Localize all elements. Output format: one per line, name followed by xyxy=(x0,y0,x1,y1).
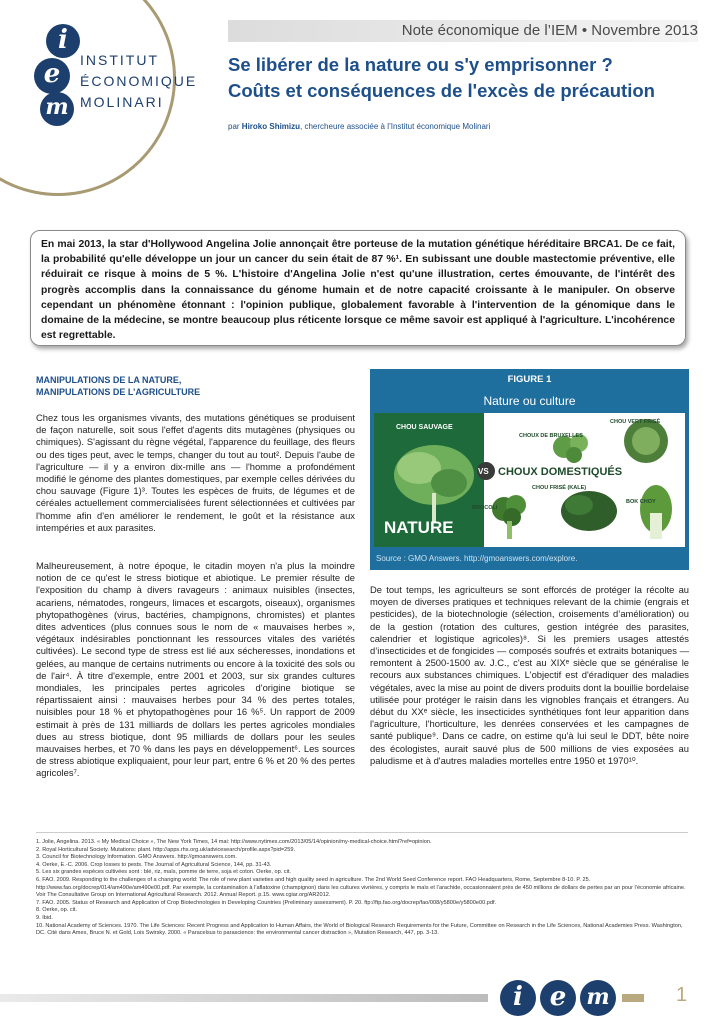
left-col-p2: Malheureusement, à notre époque, le citadin moyen n'a plus la moindre notion de ce qu'est le stress biotique et abiotique. Le premier résulte de l'exposition du champ à divers ravageurs : animaux nuisibles (insectes, acariens, nématodes, rongeurs, limaces et escargots, oiseaux), organismes phytopathogènes (virus, bactéries, champignons, chromistes) et plantes dites adventices (plus connues sous le nom de « mauvaises herbes », végétaux indésirables ponctionnant les ressources vitales des variétés cultivées). Le second type de stress est lié aux sécheresses, inondations et gelées, au manque de certains nutriments ou encore à la toxicité des sols ou de l'air⁴. À titre d'exemple, entre 2001 et 2003, sur six grandes cultures mondiales, les principales pertes agricoles d'origine biotique se répartissaient ainsi : mauvaises herbes pour 34 % des pertes totales, nuisibles pour 18 % et phytopathogènes pour 16 %⁵. Un rapport de 2009 estimait à près de 131 milliards de dollars les pertes agricoles mondiales dues au stress biotique, dont 95 milliards de dollars pour les seules mauvaises herbes, et 70 % dans les pays en développement⁶. Les sources de stress abiotique expliquaient, pour leur part, entre 6 % et 20 % des pertes agricoles⁷. xyxy=(36,560,355,779)
byline xyxy=(228,122,490,131)
title-line: Se libérer de la nature ou s'y emprisonner ? xyxy=(228,54,613,75)
footnote: 7. FAO. 2005. Status of Research and Application of Crop Biotechnologies in Developing Countries (Preliminary assessment). P. 20. ftp://ftp.fao.org/docrep/fao/008/y5800e/y5800e00.pdf. xyxy=(36,899,497,906)
page-number: 1 xyxy=(676,984,688,1006)
figure-1 xyxy=(370,369,689,570)
footer-logo-i: i xyxy=(500,980,536,1016)
footer-logo-e: e xyxy=(540,980,576,1016)
brocoli-label: BROCOLI xyxy=(472,505,498,511)
kale-icon xyxy=(561,491,617,531)
logo-line: MOLINARI xyxy=(80,94,164,110)
footnote: 4. Oerke, E.-C. 2006. Crop losses to pests. The Journal of Agricultural Science, 144, pp. 31-43. xyxy=(36,861,272,868)
bruxelles-label: CHOUX DE BRUXELLES xyxy=(519,433,583,439)
page-title xyxy=(228,52,698,104)
byline-suffix: , chercheure associée à l’Institut économique Molinari xyxy=(300,122,491,131)
footnote-divider xyxy=(36,832,688,833)
figure-image xyxy=(374,413,685,547)
figure-source: Source : GMO Answers. http://gmoanswers.com/explore. xyxy=(376,554,578,563)
cabbage-illustration xyxy=(374,413,685,547)
title-line: Coûts et conséquences de l'excès de précaution xyxy=(228,80,655,101)
footnote: 8. Oerke, op. cit. xyxy=(36,907,78,914)
section-title xyxy=(36,374,336,398)
logo-letter-m: m xyxy=(40,92,74,126)
footnote: 3. Council for Biotechnology Information. GMO Answers. http://gmoanswers.com. xyxy=(36,854,237,861)
kale-label: CHOU FRISÉ (KALE) xyxy=(532,485,587,491)
footnote: 10. National Academy of Sciences. 1970. The Life Sciences: Recent Progress and Application to Human Affairs, the World of Biological Research Requirements for the Future, Committee on Research in the Life Sciences, National Academies Press. Washington, DC. Cité dans Ames, Bruce N. et Gold, Lois Swirsky. 2000. « Paracelsus to parascience: the environmental cancer distraction », Mutation Research, 447, pp. 3-13. xyxy=(36,922,683,937)
footer-accent-bar xyxy=(622,994,644,1002)
logo-letter-i: i xyxy=(46,24,80,58)
abstract-box: En mai 2013, la star d'Hollywood Angelina Jolie annonçait être porteuse de la mutation génétique héréditaire BRCA1. De ce fait, la probabilité qu'elle développe un jour un cancer du sein était de 87 %¹. En subissant une double mastectomie préventive, elle réduirait ce risque à moins de 5 %. L'histoire d'Angelina Jolie n'est qu'une illustration, certes émouvante, de l'intérêt des progrès accomplis dans la connaissance du génome humain et de notre capacité croissante à le manipuler. On observe cependant un phénomène étonnant : l'opinion publique, globalement favorable à l'intervention de la génomique dans le domaine de la médecine, se montre beaucoup plus réticente lorsque ce même savoir est appliqué à l'agriculture. L'incohérence est regrettable. xyxy=(30,230,686,346)
broccoli-icon xyxy=(492,495,526,539)
section-title-line: MANIPULATIONS DE L’AGRICULTURE xyxy=(36,387,201,397)
footnotes xyxy=(36,839,688,938)
byline-author: Hiroko Shimizu xyxy=(241,122,301,131)
footnote: 9. Ibid. xyxy=(36,914,53,921)
bok-choy-label: BOK CHOY xyxy=(626,499,656,505)
bok-choy-icon xyxy=(640,485,672,539)
logo-line: INSTITUT xyxy=(80,52,159,68)
savoy-cabbage-icon xyxy=(624,419,668,463)
footer-logo-m: m xyxy=(580,980,616,1016)
logo-text xyxy=(80,50,197,113)
left-col-p1: Chez tous les organismes vivants, des mutations génétiques se produisent de façon naturelle, soit sous l'effet d'agents dits mutagènes (physiques ou chimiques). S'agissant du règne végétal, l'apparence du feuillage, des fleurs ou des tiges peut, avec le temps, changer du tout au tout². Depuis l'aube de l'agriculture — il y a environ dix-mille ans — l'homme a profondément modifié le génome des plantes domestiques, par exemple celles dérivées du chou sauvage (Figure 1)³. Toutes les espèces de fruits, de légumes et de céréales actuellement commercialisées furent sélectionnées et cultivées par l'homme afin d'en améliorer le rendement, le goût et la résistance aux intempéries et aux parasites. xyxy=(36,412,355,533)
nature-label: NATURE xyxy=(384,518,454,537)
byline-prefix: par xyxy=(228,122,242,131)
domestic-label: CHOUX DOMESTIQUÉS xyxy=(498,466,623,478)
footnote: 6. FAO. 2009. Responding to the challenges of a changing world: The role of new plant varieties and high quality seed in agriculture. The 2nd World Seed Conference report. FAO Headquarters, Rome, Septembre 8-10. P. 25. http://www.fao.org/docrep/014/am490e/am490e00.pdf. Par exemple, la contamination à l’aflatoxine (champignon) dans les cultures vivrières, y compris le maïs et l’arachide, occasionnaient près de 450 millions de dollars de pertes par an pour l’économie africaine. Voir The Consultative Group on International Agricultural Research. 2012. Annual Report. p.15. www.cgiar.org/AR2012. xyxy=(36,876,686,899)
footnote: 2. Royal Horticultural Society. Mutations: plant. http://apps.rhs.org.uk/advicesearch/profile.aspx?pid=259. xyxy=(36,846,296,853)
chou-vert-label: CHOU VERT FRISÉ xyxy=(610,419,661,425)
figure-title: Nature ou culture xyxy=(483,394,576,408)
section-title-line: MANIPULATIONS DE LA NATURE, xyxy=(36,375,182,385)
vs-label: VS xyxy=(478,467,489,476)
publication-note: Note économique de l’IEM • Novembre 2013 xyxy=(401,22,698,39)
logo-line: ÉCONOMIQUE xyxy=(80,73,198,89)
right-col-p1: De tout temps, les agriculteurs se sont efforcés de protéger la récolte au moyen de diverses pratiques et techniques relevant de la chimie (engrais et pesticides), de la biotechnologie (sélection, croisements d’amélioration) ou de la gestion (rotation des cultures, gestion intégrée des parasites, calendrier et logistique agricoles)⁸. Si les premiers usages attestés d’insecticides et de fongicides — composés soufrés et extraits botaniques — remontent à 2500-1500 av. J.C., c'est au XIXᵉ siècle que se généralise le recours aux substances chimiques. L'objectif est d'éradiquer des maladies végétales, avec la mise au point de divers produits dont la bouillie bordelaise utilisée pour protéger le raisin dans les vignobles français et étrangers. Au début du XXᵉ siècle, les insecticides synthétiques font leur apparition dans l'agriculture, l'horticulture, les denrées conservées et les campagnes de santé publique⁹. Dans ce cadre, on estime qu'à lui seul le DDT, bête noire des écologistes, aurait sauvé plus de 500 millions de vies exposées au paludisme et à d'autres maladies mortelles entre 1950 et 1970¹⁰. xyxy=(370,584,689,766)
chou-sauvage-label: CHOU SAUVAGE xyxy=(396,424,453,431)
figure-label: FIGURE 1 xyxy=(507,374,552,385)
logo-letter-e: e xyxy=(34,58,70,94)
footer-bar xyxy=(0,994,488,1002)
footnote: 5. Les six grandes espèces cultivées sont : blé, riz, maïs, pomme de terre, soja et coton. Oerke, op. cit. xyxy=(36,869,291,876)
footnote: 1. Jolie, Angelina. 2013. « My Medical Choice », The New York Times, 14 mai: http://www.nytimes.com/2013/05/14/opinion/my-medical-choice.html?ref=opinion. xyxy=(36,839,432,845)
